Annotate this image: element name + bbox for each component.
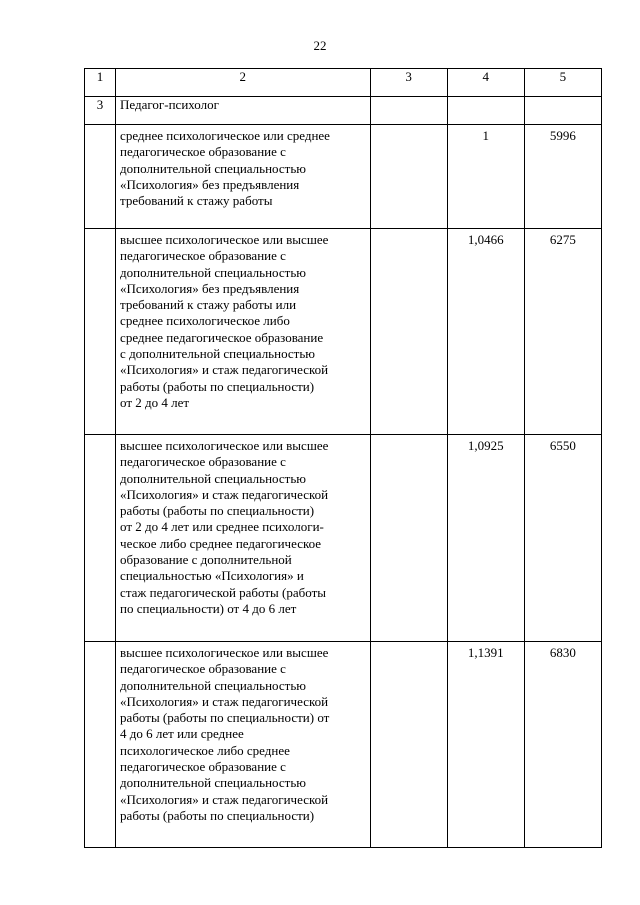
description-line: от 2 до 4 лет или среднее психологи- [120, 519, 324, 535]
description-line: дополнительной специальностью [120, 264, 306, 280]
description-line: среднее психологическое или среднее [120, 128, 330, 143]
description-line: педагогическое образование с [120, 454, 286, 470]
description-line: среднее психологическое либо [120, 313, 290, 329]
table-header-row [85, 69, 602, 97]
description-line: работы (работы по специальности) [120, 378, 315, 394]
description-line: требований к стажу работы или [120, 297, 297, 313]
requirement-description [116, 435, 370, 642]
coefficient-cell: 1 [447, 125, 524, 229]
empty-cell [370, 97, 447, 125]
description-line: «Психология» и стаж педагогической [120, 362, 329, 378]
empty-cell [85, 229, 116, 435]
description-line: по специальности) от 4 до 6 лет [120, 600, 297, 616]
page-number: 22 [313, 38, 327, 53]
empty-cell [85, 435, 116, 642]
description-line: работы (работы по специальности) от [120, 710, 330, 726]
description-line: дополнительной специальностью [120, 775, 306, 791]
description-line: психологическое либо среднее [120, 742, 290, 758]
header-cell-1: 1 [85, 69, 116, 97]
description-line: дополнительной специальностью [120, 677, 306, 693]
empty-cell [447, 97, 524, 125]
header-cell-2: 2 [116, 69, 370, 97]
column-3-cell [370, 642, 447, 848]
empty-cell [85, 125, 116, 229]
description-line: ческое либо среднее педагогическое [120, 535, 322, 551]
description-line: дополнительной специальностью [120, 160, 306, 176]
coefficient-cell: 1,0925 [447, 435, 524, 642]
table-row [85, 642, 602, 848]
empty-cell [85, 642, 116, 848]
description-line: «Психология» без предъявления [120, 176, 300, 192]
salary-cell: 6550 [524, 435, 601, 642]
description-line: педагогическое образование с [120, 759, 286, 775]
section-row [85, 97, 602, 125]
salary-cell: 6830 [524, 642, 601, 848]
requirement-description [116, 229, 370, 435]
description-line: «Психология» и стаж педагогической [120, 693, 329, 709]
description-line: высшее психологическое или высшее [120, 232, 329, 247]
salary-table [84, 68, 602, 848]
description-line: педагогическое образование с [120, 661, 286, 677]
description-line: от 2 до 4 лет [120, 394, 190, 410]
description-line: 4 до 6 лет или среднее [120, 726, 244, 742]
column-3-cell [370, 435, 447, 642]
description-line: с дополнительной специальностью [120, 346, 315, 362]
header-cell-4: 4 [447, 69, 524, 97]
section-title: Педагог-психолог [116, 97, 370, 125]
table-row [85, 125, 602, 229]
salary-cell: 6275 [524, 229, 601, 435]
table-row [85, 229, 602, 435]
description-line: высшее психологическое или высшее [120, 438, 329, 453]
section-number: 3 [85, 97, 116, 125]
header-cell-3: 3 [370, 69, 447, 97]
description-line: работы (работы по специальности) [120, 503, 315, 519]
description-line: стаж педагогической работы (работы [120, 584, 326, 600]
column-3-cell [370, 125, 447, 229]
description-line: педагогическое образование с [120, 144, 286, 160]
description-line: требований к стажу работы [120, 193, 273, 209]
description-line: высшее психологическое или высшее [120, 645, 329, 660]
requirement-description [116, 125, 370, 229]
empty-cell [524, 97, 601, 125]
description-line: дополнительной специальностью [120, 470, 306, 486]
table-row [85, 435, 602, 642]
description-line: специальностью «Психология» и [120, 568, 304, 584]
description-line: педагогическое образование с [120, 248, 286, 264]
column-3-cell [370, 229, 447, 435]
header-cell-5: 5 [524, 69, 601, 97]
description-line: «Психология» и стаж педагогической [120, 486, 329, 502]
coefficient-cell: 1,1391 [447, 642, 524, 848]
description-line: работы (работы по специальности) [120, 807, 315, 823]
description-line: образование с дополнительной [120, 552, 292, 568]
description-line: «Психология» без предъявления [120, 280, 300, 296]
salary-cell: 5996 [524, 125, 601, 229]
description-line: среднее педагогическое образование [120, 329, 324, 345]
requirement-description [116, 642, 370, 848]
description-line: «Психология» и стаж педагогической [120, 791, 329, 807]
coefficient-cell: 1,0466 [447, 229, 524, 435]
